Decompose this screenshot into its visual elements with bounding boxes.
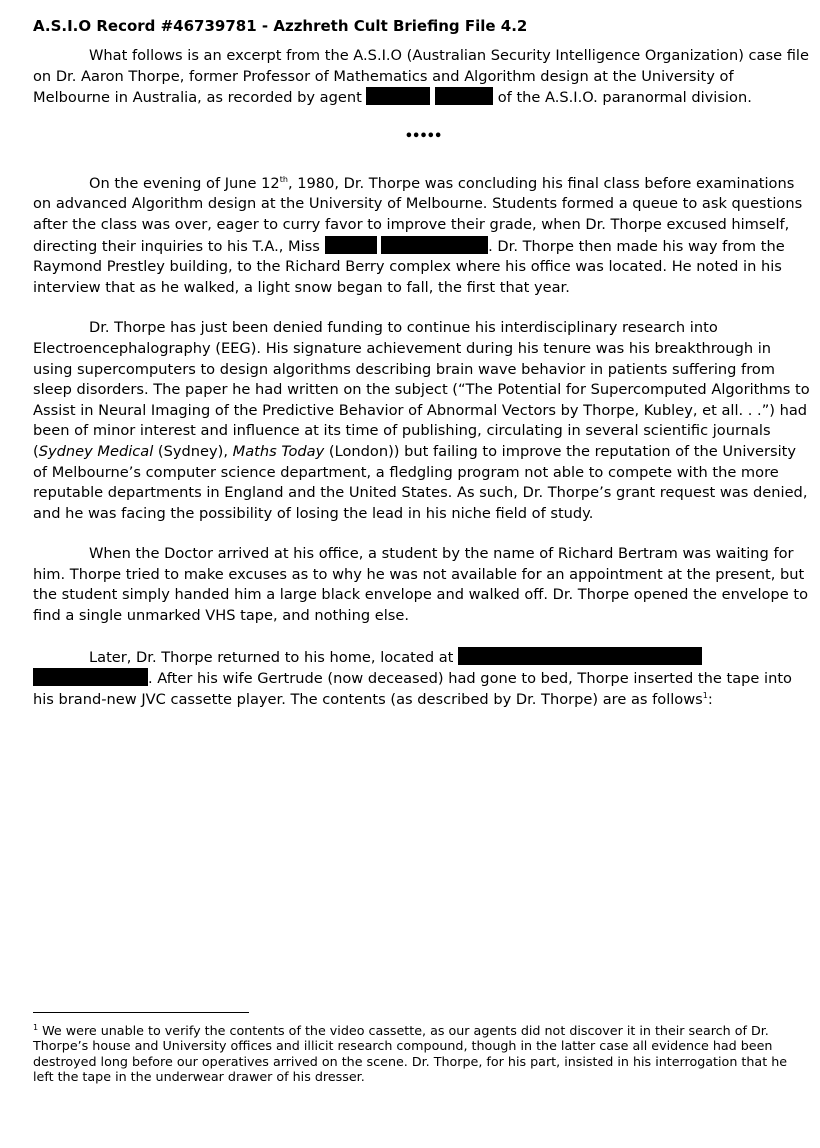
paragraph-text: (London)) but failing to improve the reputation of the University of Melbourne’s computer science department, a fledgling program not able to compete with the more reputable departments in England and the United States. As such, Dr. Thorpe’s grant request was denied, and he was facing the possibility of losing the lead in his niche field of study.	[33, 442, 808, 522]
paragraph-text: Later, Dr. Thorpe returned to his home, located at	[89, 648, 459, 666]
document-body	[33, 16, 813, 710]
paragraph-home	[33, 647, 813, 711]
footnote-divider	[33, 1012, 249, 1013]
paragraph-text: , 1980, Dr. Thorpe was concluding his final class before examinations on advanced Algorithm design at the University of Melbourne. Students formed a queue to ask questions after the class was over, eager to curry favor to improve their grade, when Dr. Thorpe excused himself, directing their inquiries to his T.A., Miss	[33, 174, 803, 255]
redacted-block	[325, 236, 377, 254]
footnote-text: We were unable to verify the contents of the video cassette, as our agents did not discover it in their search of Dr. Thorpe’s house and University offices and illicit research compound, though in the latter case all evidence had been destroyed long before our operatives arrived on the scene. Dr. Thorpe, for his part, insisted in his interrogation that he left the tape in the underwear drawer of his dresser.	[33, 1023, 788, 1085]
redacted-address	[33, 668, 148, 686]
redacted-address	[458, 647, 702, 665]
paragraph-text: On the evening of June 12	[89, 174, 280, 192]
footnote-marker: 1	[33, 1022, 39, 1032]
footnote	[33, 1023, 808, 1085]
paragraph-text: (Sydney),	[153, 442, 233, 460]
intro-text-after: of the A.S.I.O. paranormal division.	[493, 89, 752, 107]
paragraph-funding	[33, 318, 813, 524]
paragraph-text: . After his wife Gertrude (now deceased) had gone to bed, Thorpe inserted the tape into his brand-new JVC cassette player. The contents (as described by Dr. Thorpe) are as follows	[33, 670, 792, 708]
paragraph-text: . Dr. Thorpe then made his way from the Raymond Prestley building, to the Richard Berry complex where his office was located. He noted in his interview that as he walked, a light snow began to fall, the first that year.	[33, 237, 785, 296]
journal-sydney-medical: Sydney Medical	[38, 442, 154, 460]
footnote-ref: 1	[702, 690, 708, 700]
paragraph-text: Dr. Thorpe has just been denied funding to continue his interdisciplinary research into Electroencephalography (EEG). His signature achievement during his tenure was his breakthrough in using supercomputers to design algorithms describing brain wave behavior in patients suffering from sleep disorders. The paper he had written on the subject (“The Potential for Supercomputed Algorithms to Assist in Neural Imaging of the Predictive Behavior of Abnormal Vectors by Thorpe, Kubley, et all. . .”) had been of minor interest and influence at its time of publishing, circulating in several scientific journals (	[33, 319, 810, 460]
redacted-block	[381, 236, 488, 254]
record-title: A.S.I.O Record #46739781 - Azzhreth Cult Briefing File 4.2	[33, 17, 528, 35]
intro-paragraph	[33, 46, 813, 109]
section-separator: •••••	[404, 128, 442, 144]
redacted-block	[366, 87, 430, 105]
redacted-block	[435, 87, 493, 105]
intro-text-before: What follows is an excerpt from the A.S.I.O (Australian Security Intelligence Organization) case file on Dr. Aaron Thorpe, former Professor of Mathematics and Algorithm design at the University of Melbourne in Australia, as recorded by agent	[33, 47, 809, 107]
paragraph-office: When the Doctor arrived at his office, a student by the name of Richard Bertram was waiting for him. Thorpe tried to make excuses as to why he was not available for an appointment at the present, but the student simply handed him a large black envelope and walked off. Dr. Thorpe opened the envelope to find a single unmarked VHS tape, and nothing else.	[33, 545, 809, 625]
paragraph-evening	[33, 174, 813, 299]
journal-maths-today: Maths Today	[232, 442, 325, 460]
paragraph-text: :	[707, 690, 713, 708]
superscript-th: th	[279, 174, 288, 184]
